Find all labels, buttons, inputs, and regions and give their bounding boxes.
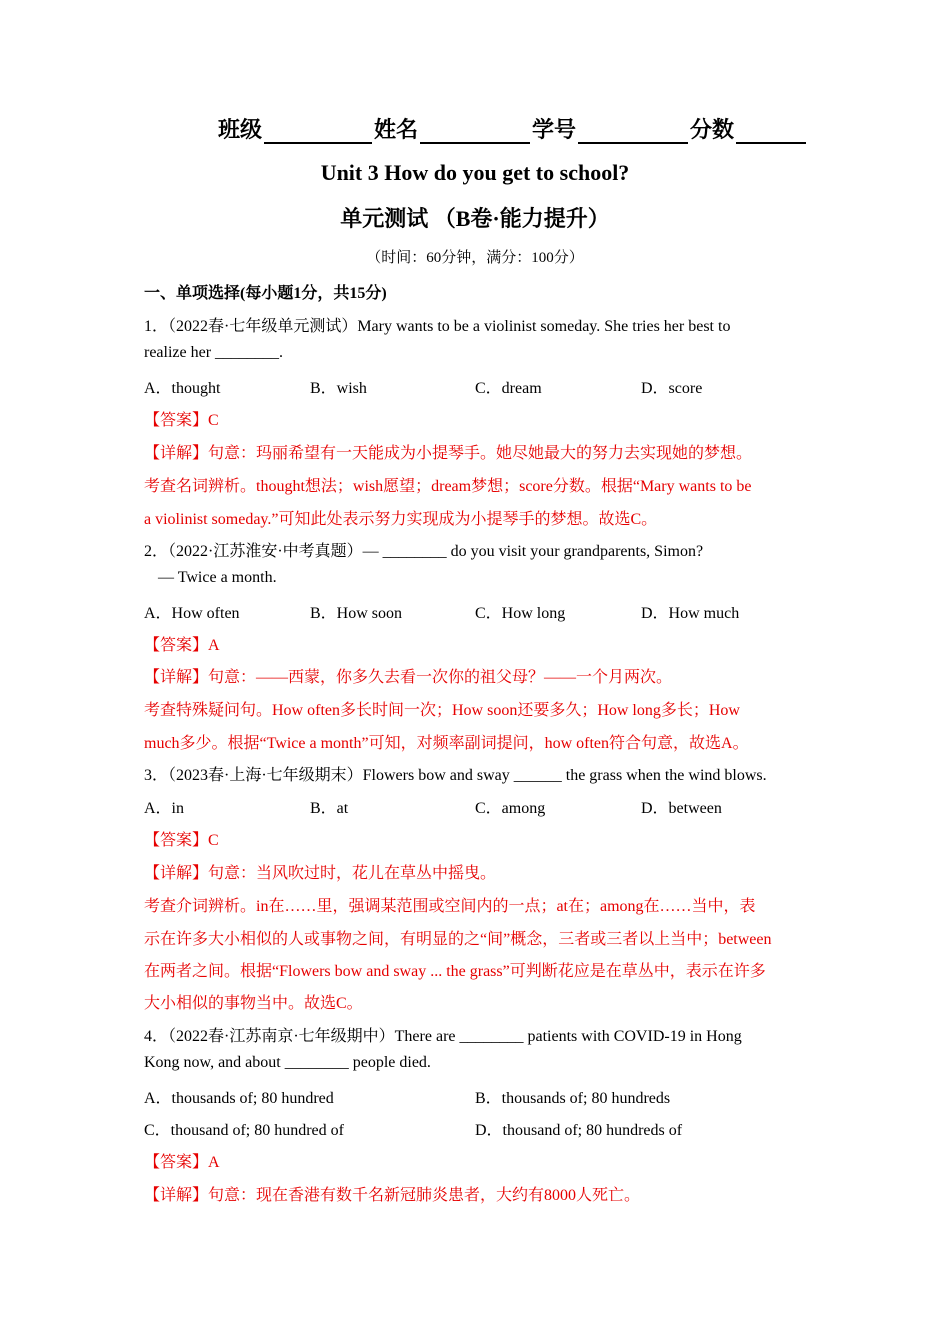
q3-detail-line3: 示在许多大小相似的人或事物之间，有明显的之“间”概念，三者或三者以上当中；between	[144, 931, 772, 948]
q2-detail-line2: 考查特殊疑问句。How often多长时间一次；How soon还要多久；How long多长；How	[144, 702, 740, 719]
q1-option-b: B．wish	[310, 380, 367, 397]
q2-stem-line1: 2．（2022·江苏淮安·中考真题）— ________ do you visit your grandparents, Simon?	[144, 543, 704, 560]
class-blank	[264, 116, 372, 144]
score-label: 分数	[690, 117, 735, 142]
q3-option-a: A．in	[144, 800, 185, 817]
q4-stem-line2: Kong now, and about ________ people died.	[144, 1054, 431, 1071]
q1-option-c: C．dream	[475, 380, 542, 397]
q1-answer: 【答案】C	[144, 412, 219, 429]
q3-option-d: D．between	[641, 800, 722, 817]
name-label: 姓名	[374, 117, 419, 142]
q2-detail-line3: much多少。根据“Twice a month”可知，对频率副词提问，how often符合句意，故选A。	[144, 735, 749, 752]
q4-option-d: D．thousand of; 80 hundreds of	[475, 1122, 683, 1139]
q3-option-c: C．among	[475, 800, 546, 817]
name-blank	[420, 116, 530, 144]
q3-detail-line5: 大小相似的事物当中。故选C。	[144, 995, 363, 1012]
q1-detail-line3: a violinist someday.”可知此处表示努力实现成为小提琴手的梦想。故选C。	[144, 511, 658, 528]
q1-stem-line1: 1．（2022春·七年级单元测试）Mary wants to be a violinist someday. She tries her best to	[144, 318, 731, 335]
id-blank	[578, 116, 688, 144]
score-blank	[736, 116, 806, 144]
q3-stem-line1: 3．（2023春·上海·七年级期末）Flowers bow and sway ______ the grass when the wind blows.	[144, 767, 767, 784]
class-label: 班级	[218, 117, 263, 142]
q4-answer: 【答案】A	[144, 1154, 220, 1171]
unit-title: Unit 3 How do you get to school?	[320, 160, 630, 185]
q1-option-a: A．thought	[144, 380, 221, 397]
q4-option-b: B．thousands of; 80 hundreds	[475, 1090, 671, 1107]
q2-option-d: D．How much	[641, 605, 740, 622]
q4-option-a: A．thousands of; 80 hundred	[144, 1090, 334, 1107]
q2-answer: 【答案】A	[144, 637, 220, 654]
id-label: 学号	[532, 117, 577, 142]
q3-option-b: B．at	[310, 800, 349, 817]
section-heading: 一、单项选择(每小题1分，共15分)	[144, 285, 387, 302]
q3-detail-line4: 在两者之间。根据“Flowers bow and sway ... the grass”可判断花应是在草丛中，表示在许多	[144, 963, 766, 980]
q2-option-a: A．How often	[144, 605, 240, 622]
q1-detail-line2: 考查名词辨析。thought想法；wish愿望；dream梦想；score分数。根据“Mary wants to be	[144, 478, 752, 495]
q2-option-c: C．How long	[475, 605, 566, 622]
q1-detail-line1: 【详解】句意：玛丽希望有一天能成为小提琴手。她尽她最大的努力去实现她的梦想。	[144, 445, 753, 462]
q4-stem-line1: 4．（2022春·江苏南京·七年级期中）There are ________ patients with COVID-19 in Hong	[144, 1028, 742, 1045]
exam-info: （时间：60分钟，满分：100分）	[366, 250, 584, 266]
q2-stem-line2: — Twice a month.	[158, 569, 277, 586]
q4-option-c: C．thousand of; 80 hundred of	[144, 1122, 344, 1139]
q4-detail-line1: 【详解】句意：现在香港有数千名新冠肺炎患者，大约有8000人死亡。	[144, 1187, 641, 1204]
student-info-header	[218, 113, 808, 144]
q3-detail-line2: 考查介词辨析。in在……里，强调某范围或空间内的一点；at在；among在……当中，表	[144, 898, 756, 915]
test-subtitle: 单元测试 （B卷·能力提升）	[340, 206, 610, 231]
q2-option-b: B．How soon	[310, 605, 403, 622]
q1-option-d: D．score	[641, 380, 703, 397]
q1-stem-line2: realize her ________.	[144, 344, 284, 361]
q2-detail-line1: 【详解】句意：——西蒙，你多久去看一次你的祖父母？——一个月两次。	[144, 669, 673, 686]
q3-detail-line1: 【详解】句意：当风吹过时，花儿在草丛中摇曳。	[144, 865, 497, 882]
q3-answer: 【答案】C	[144, 832, 219, 849]
